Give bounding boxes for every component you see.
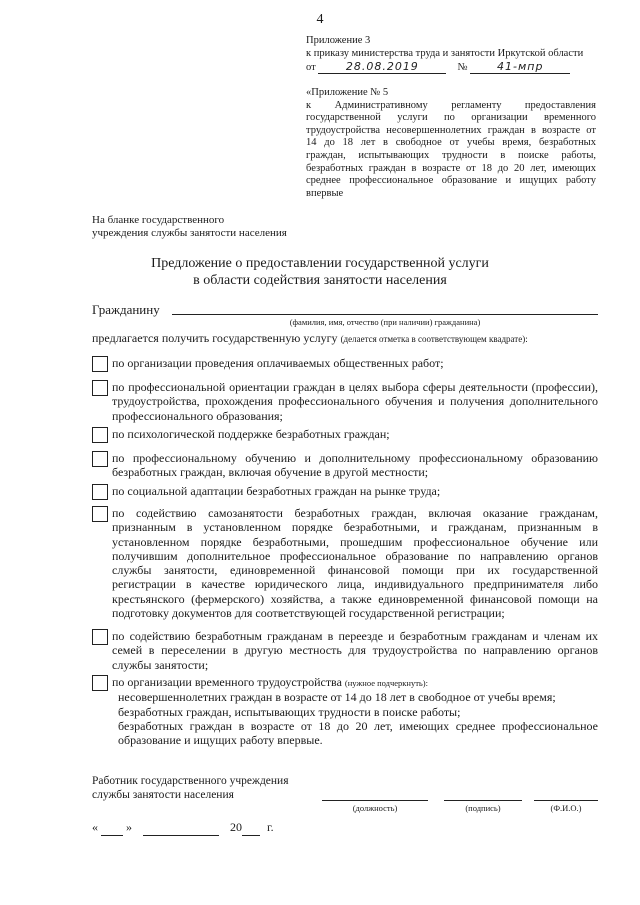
from-label: от <box>306 62 316 73</box>
service-item <box>92 451 598 480</box>
appendix-5-line-4: 14 до 18 лет в свободное от учебы время, безработных <box>306 137 596 149</box>
service-label: по психологической поддержке безработных граждан; <box>112 427 390 441</box>
temp-employment-option[interactable]: безработных граждан, испытывающих трудности в поиске работы; <box>118 704 461 719</box>
date-close-quote: » <box>126 820 132 834</box>
appendix-5-line-1: к Административному регламенту предоставления <box>306 99 596 111</box>
fio-field[interactable] <box>534 800 598 801</box>
service-item <box>92 427 598 441</box>
service-label: по профессиональному обучению и дополнительному профессиональному образованию безработных граждан, включая обучение в другой местности; <box>112 451 598 480</box>
service-checkbox[interactable] <box>92 380 108 396</box>
citizen-name-field[interactable] <box>172 314 598 315</box>
service-checkbox[interactable] <box>92 356 108 372</box>
page-number: 4 <box>316 12 324 27</box>
date-year-prefix: 20 <box>230 820 242 834</box>
signature-caption: (подпись) <box>465 803 501 813</box>
service-checkbox[interactable] <box>92 506 108 522</box>
citizen-label: Гражданину <box>92 302 160 317</box>
position-caption: (должность) <box>352 803 398 813</box>
fio-caption: (Ф.И.О.) <box>550 803 582 813</box>
order-number-handwritten: 41-мпр <box>470 60 570 74</box>
service-item <box>92 356 598 370</box>
service-label: по организации проведения оплачиваемых общественных работ; <box>112 356 444 370</box>
service-checkbox[interactable] <box>92 484 108 500</box>
temp-employment-heading <box>112 675 598 690</box>
appendix-3-header <box>306 34 602 74</box>
service-checkbox[interactable] <box>92 675 108 691</box>
service-item <box>92 380 598 423</box>
document-title <box>0 255 640 289</box>
service-item <box>92 484 598 498</box>
date-year-field[interactable] <box>242 820 260 836</box>
appendix-5-line-3: трудоустройства несовершеннолетних граждан в возрасте от <box>306 124 596 136</box>
service-checkbox[interactable] <box>92 629 108 645</box>
worker-line-1: Работник государственного учреждения <box>92 775 289 787</box>
date-line <box>92 820 274 836</box>
temp-employment-label: по организации временного трудоустройства <box>112 675 342 689</box>
citizen-name-caption: (фамилия, имя, отчество (при наличии) гражданина) <box>289 317 481 327</box>
service-checkbox[interactable] <box>92 427 108 443</box>
document-title-line-2: в области содействия занятости населения <box>193 273 447 288</box>
date-day-field[interactable] <box>101 820 123 836</box>
signature-field[interactable] <box>444 800 522 801</box>
position-field[interactable] <box>322 800 428 801</box>
offer-main: предлагается получить государственную услугу <box>92 331 338 345</box>
service-label: по содействию безработным гражданам в переезде и безработным гражданам и членам их семей в переселении в другую местность для трудоустройства по направлению органов службы занятости; <box>112 629 598 672</box>
service-label: по социальной адаптации безработных граждан на рынке труда; <box>112 484 441 498</box>
appendix-5-title: «Приложение № 5 <box>306 87 389 98</box>
appendix-3-order: к приказу министерства труда и занятости Иркутской области <box>306 48 584 59</box>
worker-line-2: службы занятости населения <box>92 789 234 801</box>
temp-employment-option[interactable]: безработных граждан в возрасте от 18 до 20 лет, имеющих среднее профессиональное образование и ищущих работу впервые. <box>118 718 598 748</box>
service-item <box>92 506 598 620</box>
letterhead-line-2: учреждения службы занятости населения <box>92 227 287 239</box>
worker-block <box>92 774 289 802</box>
number-label: № <box>457 62 468 73</box>
document-title-line-1: Предложение о предоставлении государственной услуги <box>151 256 489 271</box>
appendix-5-line-6: безработных граждан в возрасте от 18 до 20 лет, имеющих <box>306 162 596 174</box>
temp-employment-item <box>92 675 598 747</box>
temp-employment-note: (нужное подчеркнуть): <box>344 678 428 688</box>
service-item <box>92 629 598 672</box>
service-checkbox[interactable] <box>92 451 108 467</box>
appendix-5-line-7: среднее профессиональное образование и ищущих работу <box>306 175 596 187</box>
date-open-quote: « <box>92 820 98 834</box>
service-label: по содействию самозанятости безработных граждан, включая оказание гражданам, признанным в установленном порядке безработными, и гражданам, признанным в установленном порядке безработными, прошедшим профессиональное обучение или получившим дополнительное профессиональное образование по направлению органов службы занятости, единовременной финансовой помощи при их государственной регистрации в качестве юридического лица, индивидуального предпринимателя либо крестьянского (фермерского) хозяйства, а также единовременной финансовой помощи на подготовку документов для соответствующей государственной регистрации; <box>112 506 598 621</box>
offer-text <box>92 331 528 346</box>
order-date-handwritten: 28.08.2019 <box>318 60 446 74</box>
letterhead-line-1: На бланке государственного <box>92 214 225 226</box>
appendix-5-line-5: граждан, испытывающих трудности в поиске работы, <box>306 149 596 161</box>
appendix-3-date-number <box>306 60 602 74</box>
temp-employment-option[interactable]: несовершеннолетних граждан в возрасте от 14 до 18 лет в свободное от учебы время; <box>118 690 556 705</box>
date-month-field[interactable] <box>143 820 219 836</box>
date-year-suffix: г. <box>267 820 274 834</box>
offer-note: (делается отметка в соответствующем квадрате): <box>340 334 528 344</box>
appendix-5-line-2: государственной услуги по организации временного <box>306 112 596 124</box>
letterhead-note <box>92 214 287 240</box>
appendix-5-line-8: впервые <box>306 187 344 199</box>
service-label: по профессиональной ориентации граждан в целях выбора сферы деятельности (профессии), трудоустройства, прохождения профессионального обучения и получения дополнительного профессионального образования; <box>112 380 598 423</box>
appendix-3-title: Приложение 3 <box>306 35 371 46</box>
appendix-5-header <box>306 87 596 200</box>
